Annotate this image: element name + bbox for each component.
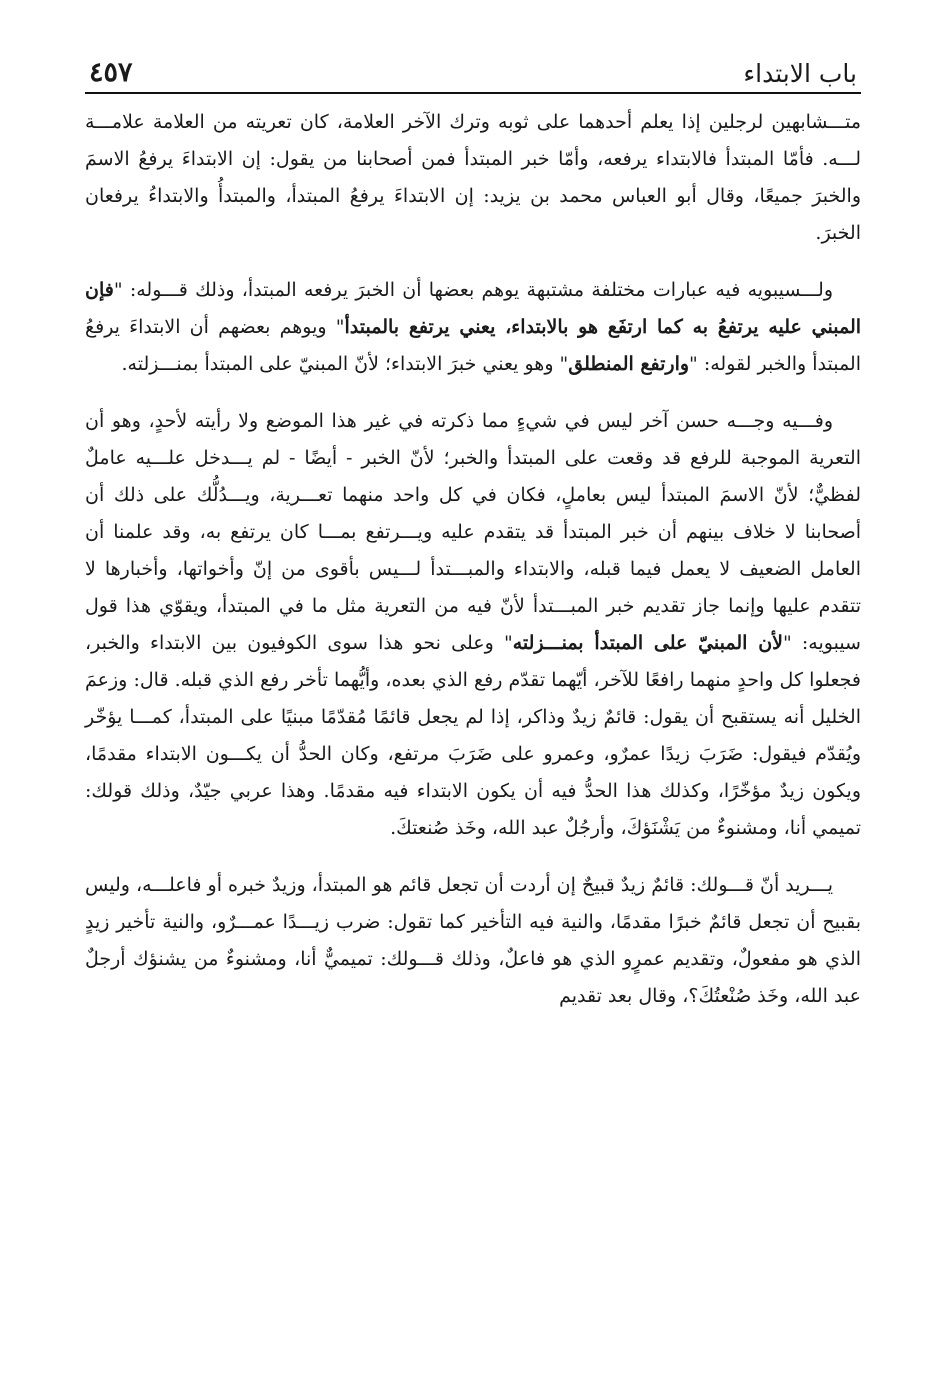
paragraph-2-text-c: " وهو يعني خبرَ الابتداء؛ لأنّ المبنيّ على المبتدأ بمنـــزلته. (121, 353, 569, 375)
sibawayh-quote-1: فإن المبني عليه يرتفعُ به كما ارتفَع هو بالابتداء، يعني يرتفع بالمبتدأ (85, 279, 862, 338)
paragraph-3 (85, 403, 861, 847)
sibawayh-quote-3: لأن المبنيّ على المبتدأ بمنـــزلته (512, 632, 783, 654)
paragraph-3-text-b: " وعلى نحو هذا سوى الكوفيون بين الابتداء والخبر، فجعلوا كل واحدٍ منهما رافعًا للآخر، أيّهما تقدّم رفع الذي بعده، وأيُّهما تأخر رفع الذي قبله. قال: وزعمَ الخليل أنه يستقبح أن يقول: قائمٌ زيدٌ وذاكر، إذا لم يجعل قائمًا مُقدّمًا مبنيًا على المبتدأ، كمـــا يؤخّر ويُقدّم فيقول: ضَرَبَ زيدًا عمرٌو، وعمرو على ضَرَبَ مرتفع، وكان الحدُّ أن يكـــون الابتداء مقدمًا، ويكون زيدٌ مؤخّرًا، وكذلك هذا الحدُّ فيه أن يكون الابتداء فيه مقدمًا. وهذا عربي جيّدٌ، وذلك قولك: تميمي أنا، ومشنوءٌ من يَشْنَؤكَ، وأرجُلٌ عبد الله، وخَذ صُنعتكَ. (85, 632, 861, 839)
sibawayh-quote-2: وارتفع المنطلق (568, 353, 690, 375)
header-rule (85, 92, 861, 94)
book-page (85, 40, 861, 1035)
paragraph-2-text-a: ولـــسيبويه فيه عبارات مختلفة مشتبهة يوهم بعضها أن الخبرَ يرفعه المبتدأ، وذلك قـــوله: " (113, 279, 833, 301)
paragraph-2 (85, 272, 861, 383)
paragraph-4: يـــريد أنّ قـــولك: قائمٌ زيدٌ قبيحٌ إن أردت أن تجعل قائم هو المبتدأ، وزيدٌ خبره أو فاعلـــه، وليس بقبيح أن تجعل قائمٌ خبرًا مقدمًا، والنية فيه التأخير كما تقول: ضرب زيـــدًا عمـــرٌو، والنية تأخير زيدٍ الذي هو مفعولٌ، وتقديم عمرٍو الذي هو فاعلٌ، وذلك قـــولك: تميميٌّ أنا، ومشنوءٌ من يشنؤك أرجلٌ عبد الله، وخَذ صُنْعتُكَ؟، وقال بعد تقديم (85, 874, 861, 1007)
paragraph-1: متـــشابهين لرجلين إذا يعلم أحدهما على ثوبه وترك الآخر العلامة، كان تعريته من العلامة علامـــة لـــه. فأمّا المبتدأ فالابتداء يرفعه، وأمّا خبر المبتدأ فمن أصحابنا من يقول: إن الابتداءَ يرفعُ الاسمَ والخبرَ جميعًا، وقال أبو العباس محمد بن يزيد: إن الابتداءَ يرفعُ المبتدأ، والمبتدأُ والابتداءُ يرفعان الخبرَ. (85, 111, 861, 244)
page-number: ٤٥٧ (89, 57, 133, 88)
running-title: باب الابتداء (743, 59, 857, 88)
paragraph-3-text-a: وفـــيه وجـــه حسن آخر ليس في شيءٍ مما ذكرته في غير هذا الموضع ولا رأيته لأحدٍ، وهو أن التعرية الموجبة للرفع قد وقعت على المبتدأ والخبر؛ لأنّ الخبر - أيضًا - لم يـــدخل علـــيه عاملٌ لفظيٌّ؛ لأنّ الاسمَ المبتدأ ليس بعاملٍ، فكان في كل واحد منهما تعـــرية، ويـــدُلُّك على ذلك أن أصحابنا لا خلاف بينهم أن خبر المبتدأ قد يتقدم عليه ويـــرتفع بمـــا كان يرتفع به، وقد علمنا أن العامل الضعيف لا يعمل فيما قبله، والابتداء والمبـــتدأ لـــيس بأقوى من إنّ وأخواتها، وأخبارها لا تتقدم عليها وإنما جاز تقديم خبر المبـــتدأ لأنّ فيه من التعرية مثل ما في المبتدأ، ويقوّي هذا قول سيبويه: " (85, 410, 862, 654)
page-header (85, 40, 861, 86)
paragraph-2-text-b: " ويوهم بعضهم أن الابتداءَ يرفعُ المبتدأ والخبر لقوله: " (85, 316, 861, 375)
